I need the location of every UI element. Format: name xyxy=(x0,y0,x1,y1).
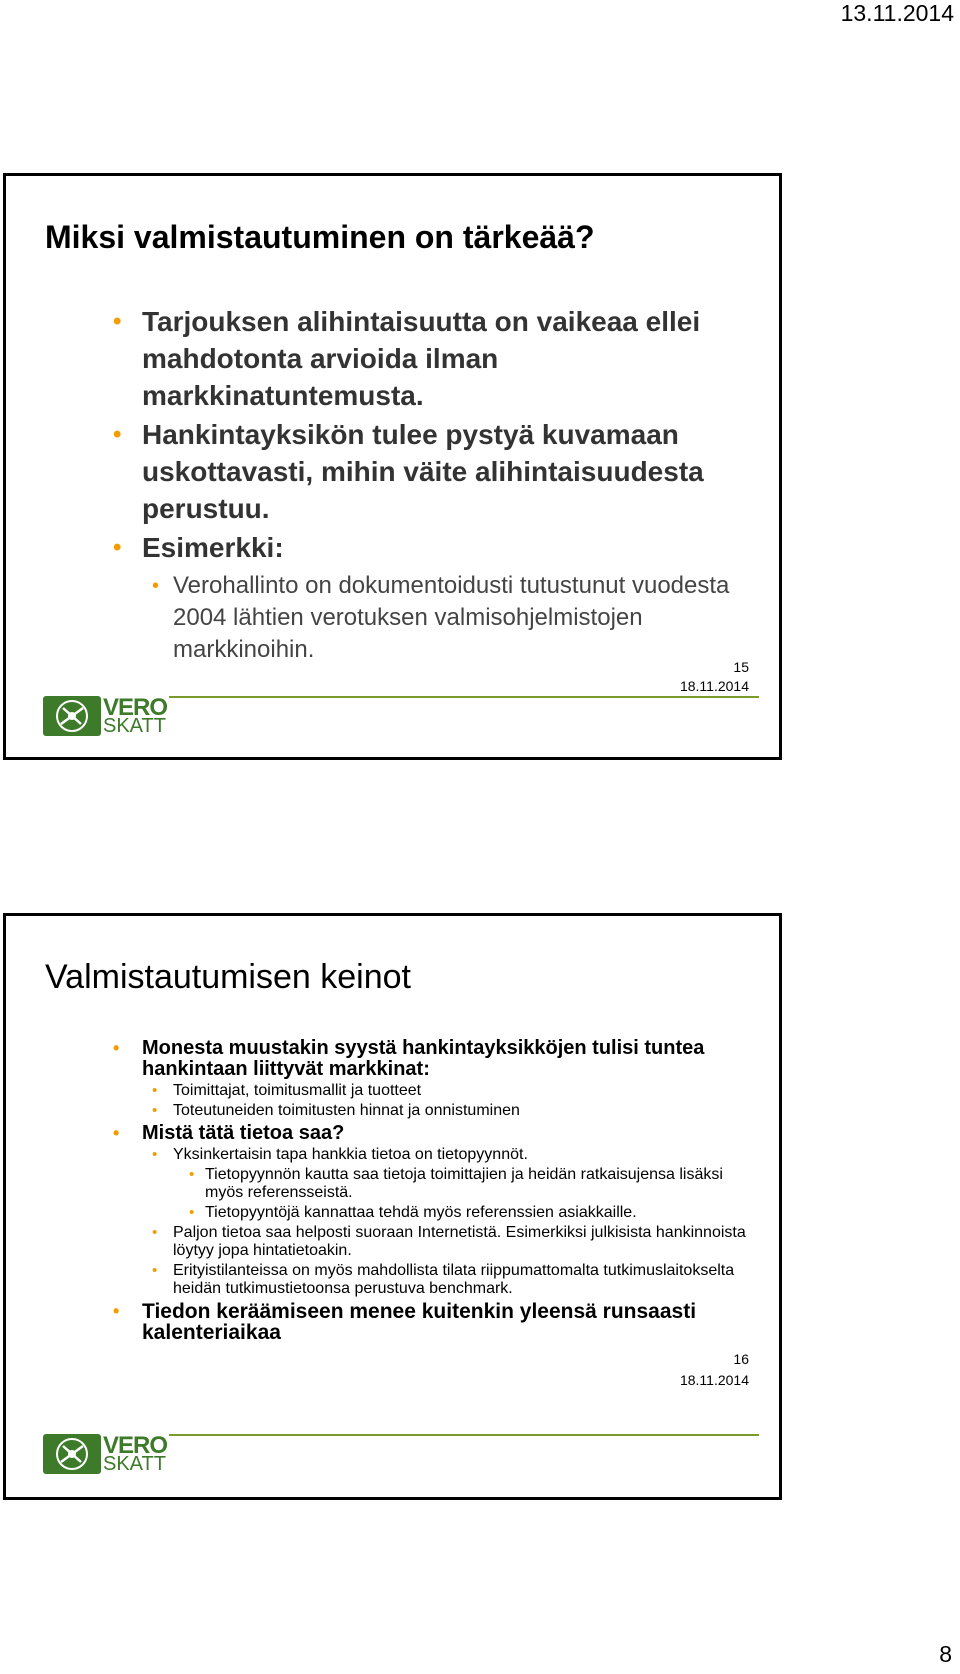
bullet-item: • Tarjouksen alihintaisuutta on vaikeaa ellei mahdotonta arvioida ilman markkinatuntemusta. xyxy=(6,303,759,414)
slide-number: 15 xyxy=(733,659,749,675)
bullet-item: • Esimerkki: xyxy=(6,529,759,566)
footer-divider xyxy=(169,696,759,698)
vero-emblem-icon xyxy=(43,696,101,736)
logo-text-vero: VERO xyxy=(103,1432,168,1459)
sub-sub-bullet-item: • Tietopyynnön kautta saa tietoja toimittajien ja heidän ratkaisujensa lisäksi myös referensseistä. xyxy=(6,1166,759,1202)
bullet-list xyxy=(6,303,759,666)
logo-text-skatt: SKATT xyxy=(103,1453,166,1475)
vero-skatt-logo xyxy=(43,694,168,737)
slide-16 xyxy=(3,913,782,1500)
sub-bullet-item: • Verohallinto on dokumentoidusti tutustunut vuodesta 2004 lähtien verotuksen valmisohjelmistojen markkinoihin. xyxy=(6,570,759,666)
page-date: 13.11.2014 xyxy=(840,0,954,26)
footer-divider xyxy=(169,1434,759,1436)
bullet-item: • Hankintayksikön tulee pystyä kuvamaan uskottavasti, mihin väite alihintaisuudesta perustuu. xyxy=(6,416,759,527)
sub-bullet-item: • Toteutuneiden toimitusten hinnat ja onnistuminen xyxy=(6,1102,759,1120)
slide-date: 18.11.2014 xyxy=(679,678,749,694)
logo-text-skatt: SKATT xyxy=(103,715,166,737)
page-number: 8 xyxy=(939,1641,952,1667)
bullet-item: • Tiedon keräämiseen menee kuitenkin yleensä runsaasti kalenteriaikaa xyxy=(6,1301,759,1343)
slide-number: 16 xyxy=(733,1351,749,1367)
sub-bullet-item: • Paljon tietoa saa helposti suoraan Internetistä. Esimerkiksi julkisista hankinnoista löytyy jopa hintatietoakin. xyxy=(6,1224,759,1260)
bullet-list xyxy=(6,1038,759,1343)
sub-bullet-item: • Yksinkertaisin tapa hankkia tietoa on tietopyynnöt. xyxy=(6,1146,759,1164)
vero-skatt-logo xyxy=(43,1432,168,1475)
vero-emblem-icon xyxy=(43,1434,101,1474)
sub-bullet-item: • Erityistilanteissa on myös mahdollista tilata riippumattomalta tutkimuslaitokselta heidän tutkimustietoonsa perustuva benchmark. xyxy=(6,1262,759,1298)
slide-title: Miksi valmistautuminen on tärkeää? xyxy=(45,219,595,255)
slide-15 xyxy=(3,173,782,760)
slide-date: 18.11.2014 xyxy=(679,1372,749,1388)
sub-bullet-item: • Toimittajat, toimitusmallit ja tuotteet xyxy=(6,1082,759,1100)
sub-sub-bullet-item: • Tietopyyntöjä kannattaa tehdä myös referenssien asiakkaille. xyxy=(6,1204,759,1222)
slide-title: Valmistautumisen keinot xyxy=(45,958,411,996)
bullet-item: • Monesta muustakin syystä hankintayksikköjen tulisi tuntea hankintaan liittyvät markkinat: xyxy=(6,1038,759,1080)
bullet-item: • Mistä tätä tietoa saa? xyxy=(6,1123,759,1144)
logo-text-vero: VERO xyxy=(103,694,168,721)
